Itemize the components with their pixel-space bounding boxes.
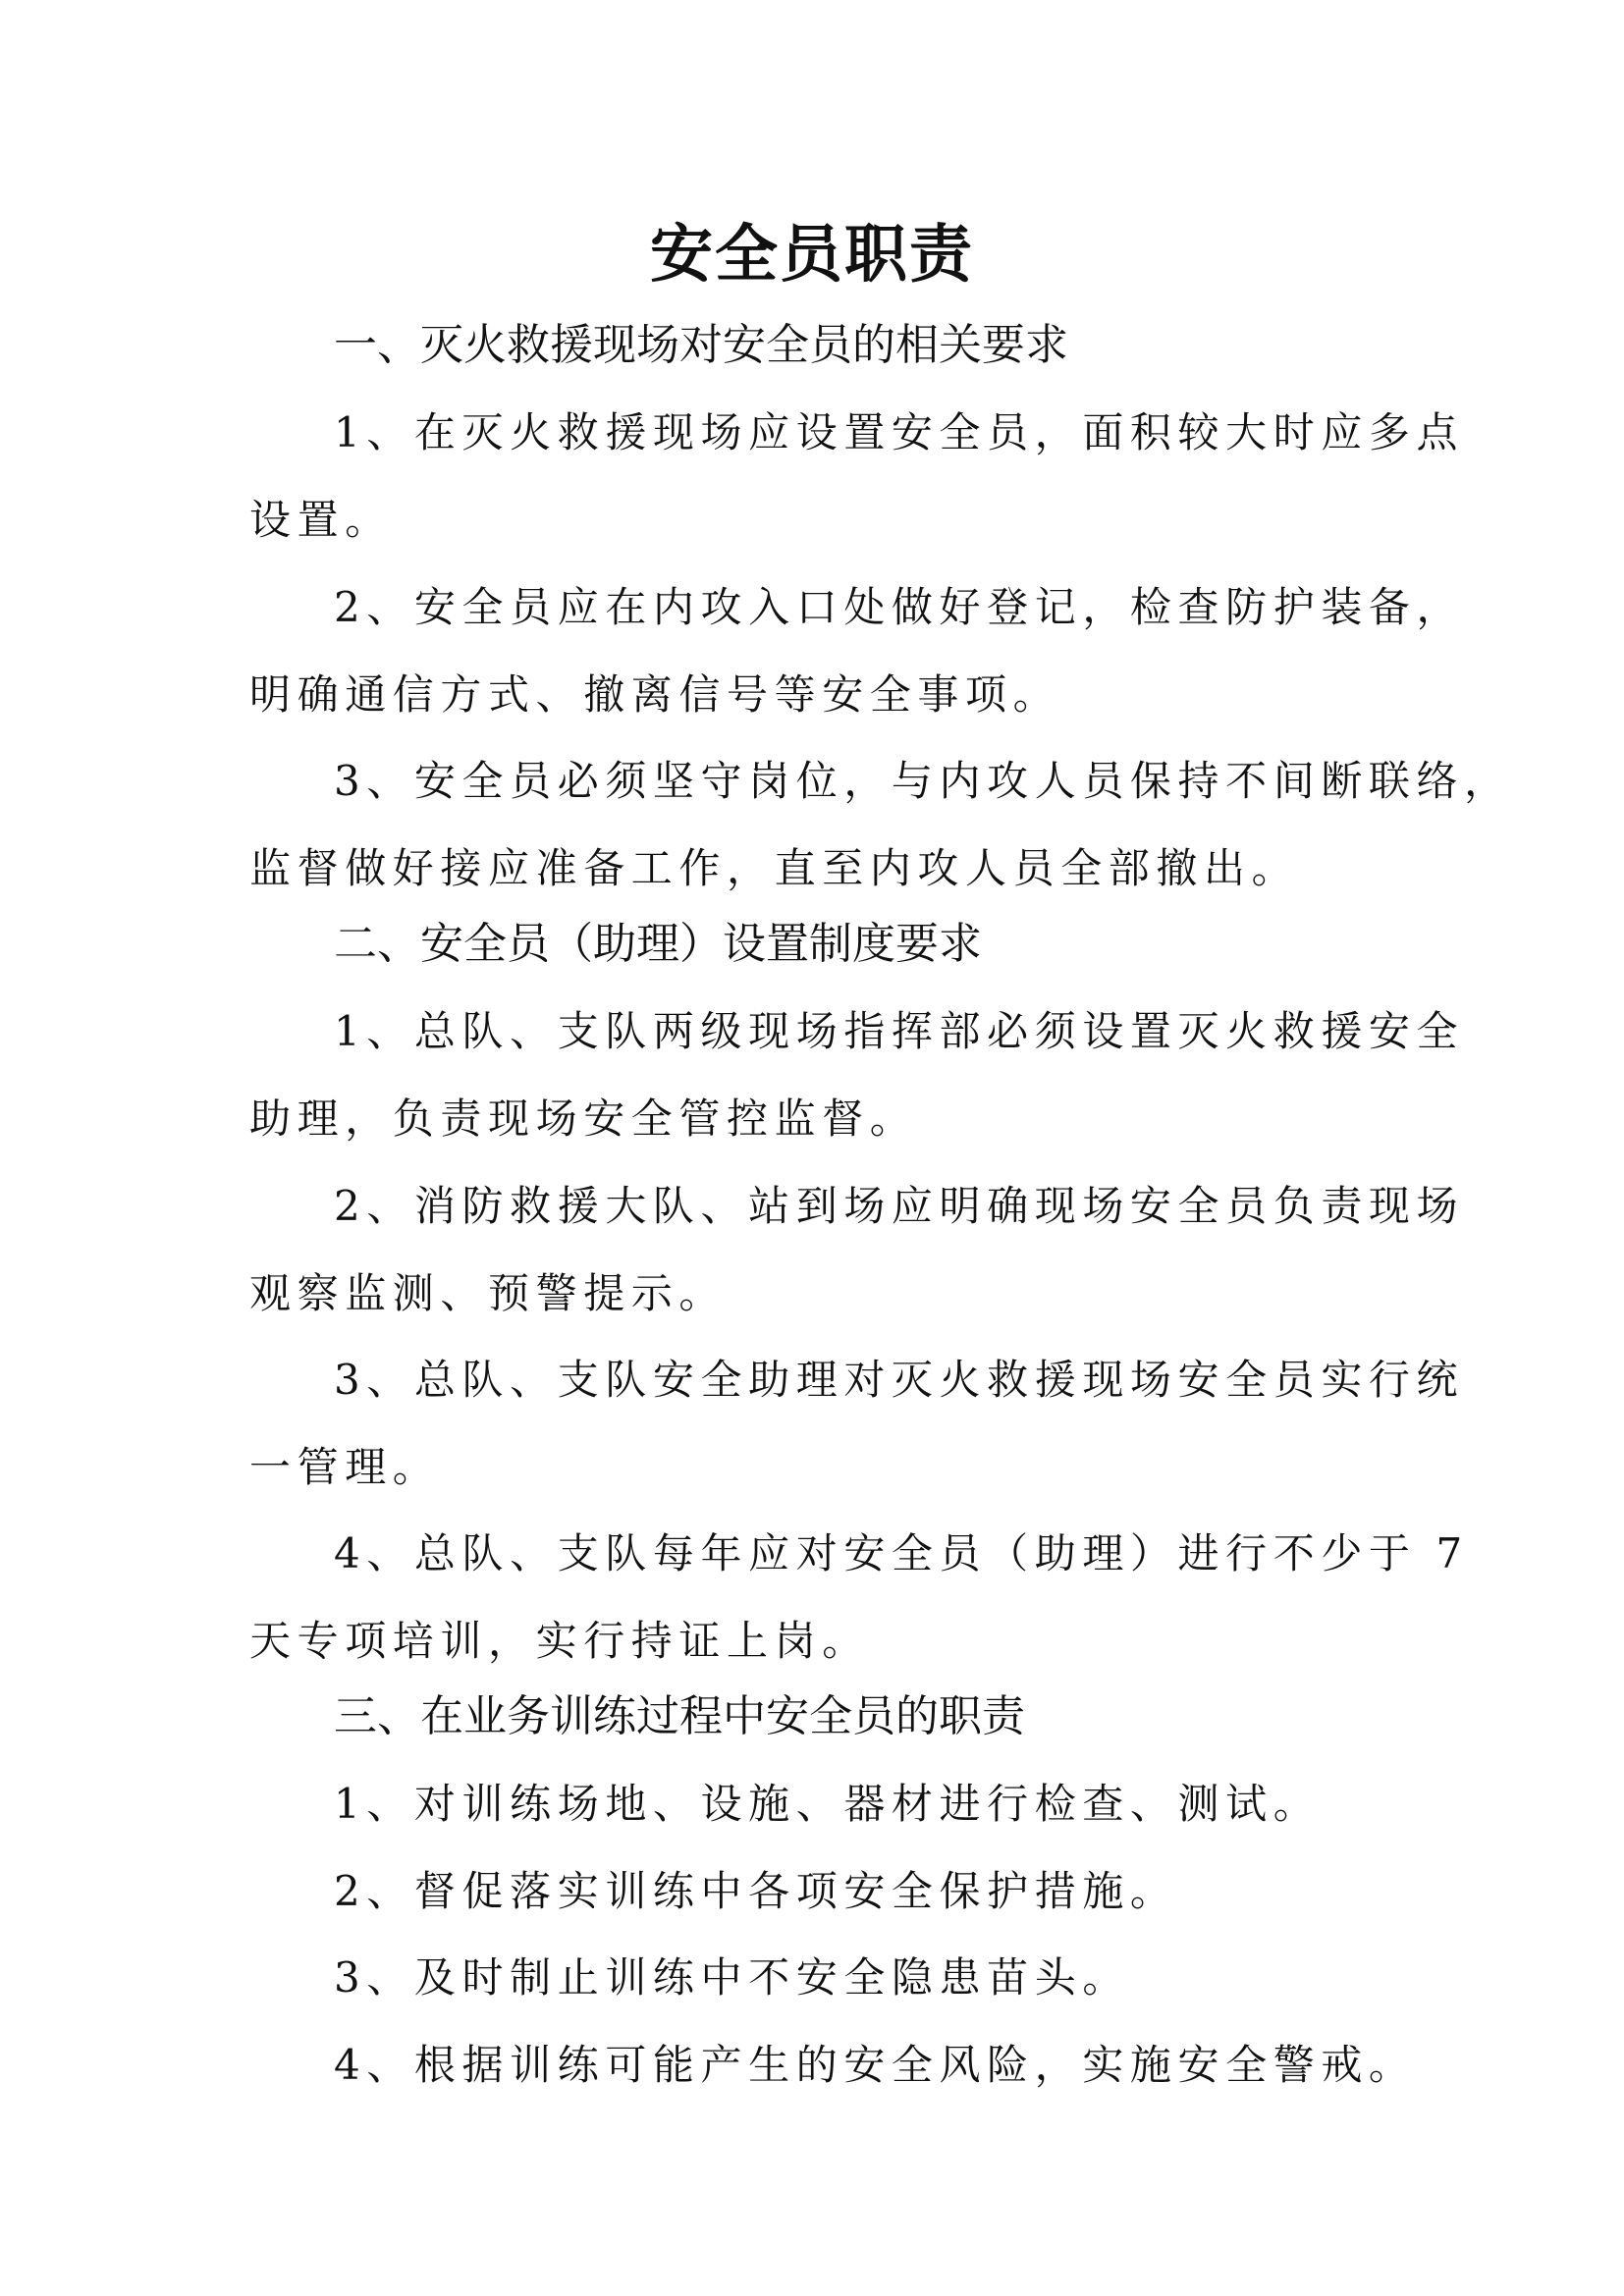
section-heading-1: 一、灭火救援现场对安全员的相关要求 <box>334 320 1068 370</box>
section-1-item-2-line-1: 2、安全员应在内攻入口处做好登记，检查防护装备， <box>334 583 1465 631</box>
section-1-item-2-line-2: 明确通信方式、撤离信号等安全事项。 <box>249 670 1061 719</box>
section-2-item-4-line-2: 天专项培训，实行持证上岗。 <box>249 1617 870 1665</box>
section-3-item-3: 3、及时制止训练中不安全隐患苗头。 <box>334 1953 1130 2002</box>
section-1-item-3-line-1: 3、安全员必须坚守岗位，与内攻人员保持不间断联络， <box>334 757 1512 805</box>
section-2-item-1-line-1: 1、总队、支队两级现场指挥部必须设置灭火救援安全 <box>334 1007 1465 1055</box>
section-3-item-1: 1、对训练场地、设施、器材进行检查、测试。 <box>334 1780 1322 1828</box>
section-2-item-3-line-1: 3、总队、支队安全助理对灭火救援现场安全员实行统 <box>334 1356 1465 1404</box>
section-3-item-4: 4、根据训练可能产生的安全风险，实施安全警戒。 <box>334 2041 1417 2089</box>
section-2-item-4-line-1: 4、总队、支队每年应对安全员（助理）进行不少于 7 <box>334 1529 1469 1577</box>
section-heading-2: 二、安全员（助理）设置制度要求 <box>334 919 982 969</box>
section-2-item-1-line-2: 助理，负责现场安全管控监督。 <box>249 1095 918 1143</box>
section-1-item-1-line-2: 设置。 <box>249 496 393 544</box>
section-1-item-3-line-2: 监督做好接应准备工作，直至内攻人员全部撤出。 <box>249 844 1300 892</box>
section-2-item-3-line-2: 一管理。 <box>249 1443 441 1491</box>
section-2-item-2-line-2: 观察监测、预警提示。 <box>249 1269 728 1317</box>
section-3-item-2: 2、督促落实训练中各项安全保护措施。 <box>334 1867 1178 1915</box>
section-1-item-1-line-1: 1、在灭火救援现场应设置安全员，面积较大时应多点 <box>334 408 1465 456</box>
section-2-item-2-line-1: 2、消防救援大队、站到场应明确现场安全员负责现场 <box>334 1182 1465 1230</box>
section-heading-3: 三、在业务训练过程中安全员的职责 <box>334 1691 1025 1741</box>
document-title: 安全员职责 <box>650 219 974 292</box>
